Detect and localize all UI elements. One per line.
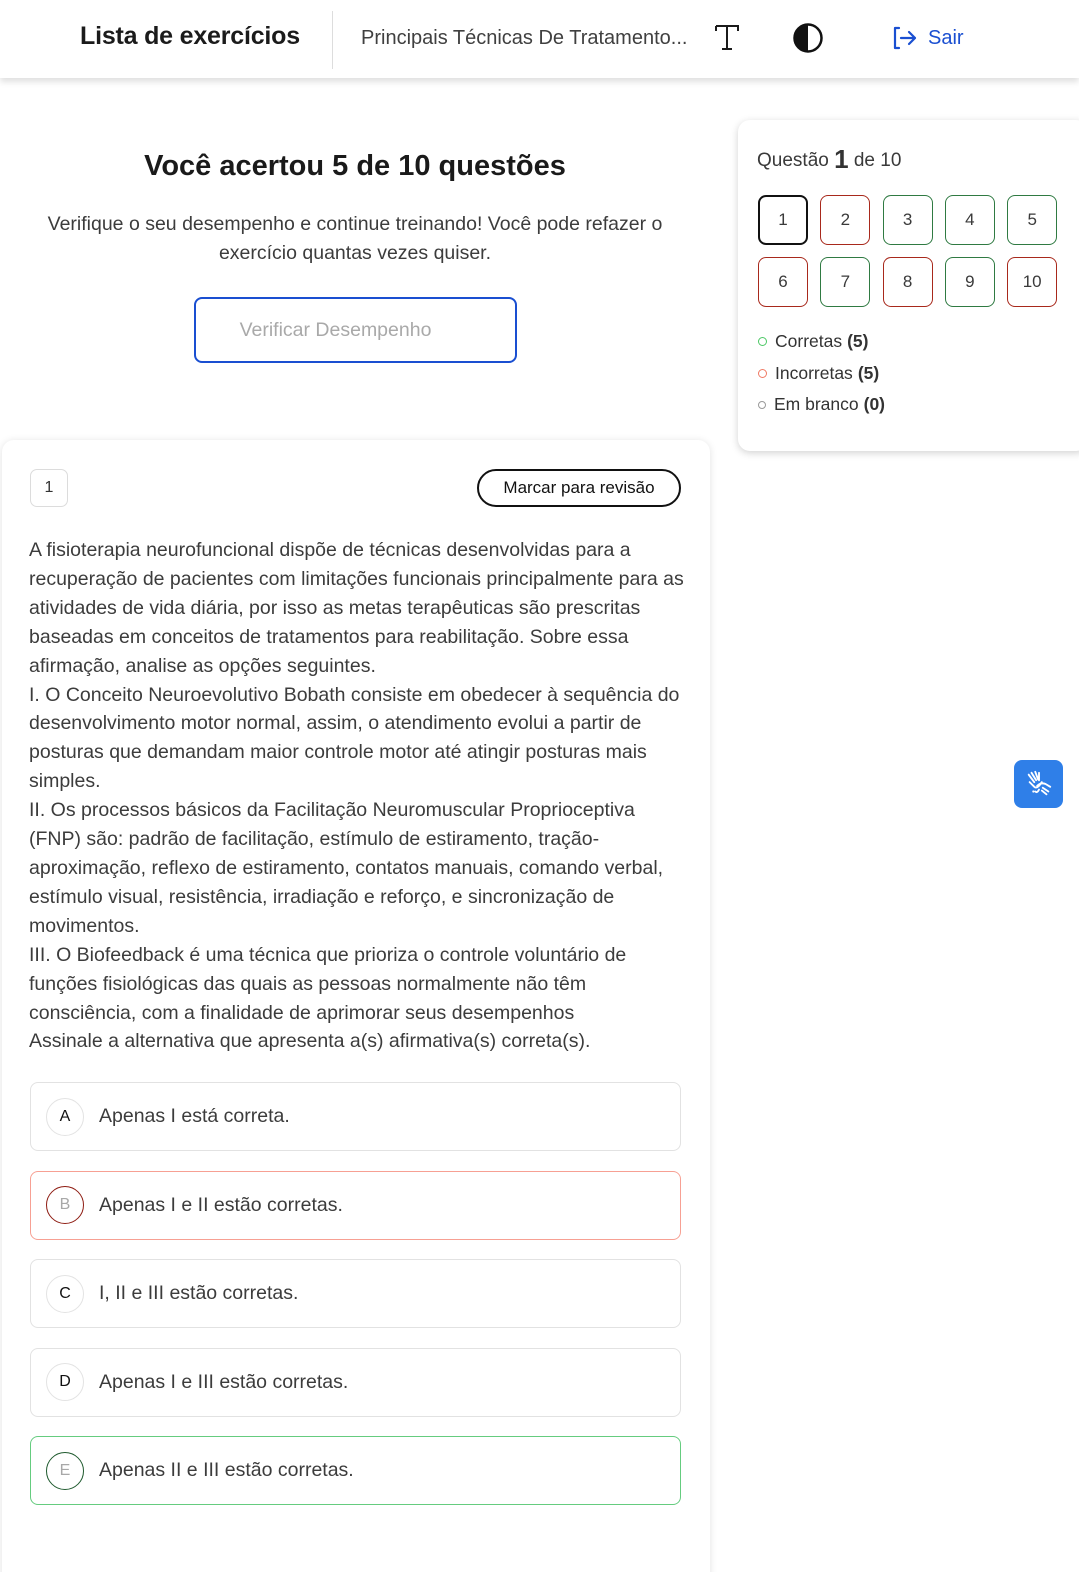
- legend-count: (5): [857, 362, 880, 383]
- statement-item-1: I. O Conceito Neuroevolutivo Bobath consiste em obedecer à sequência do desenvolvimento motor normal, assim, o atendimento evolui a partir de posturas que demandam maior controle motor até atingir posturas mais simples.: [29, 683, 680, 793]
- question-number-badge: 1: [30, 469, 68, 507]
- top-header: [0, 0, 1079, 78]
- legend-label: Corretas: [775, 331, 843, 352]
- option-a[interactable]: [30, 1082, 681, 1151]
- option-e[interactable]: [30, 1436, 681, 1505]
- logout-label: Sair: [928, 26, 964, 49]
- mark-for-review-button[interactable]: Marcar para revisão: [477, 469, 681, 507]
- option-text: Apenas I e III estão corretas.: [99, 1370, 349, 1393]
- page-title: Lista de exercícios: [80, 22, 300, 50]
- question-button-1[interactable]: 1: [758, 195, 808, 245]
- question-grid: [758, 195, 1057, 307]
- question-navigator: [738, 120, 1079, 451]
- question-button-7[interactable]: 7: [820, 257, 870, 307]
- option-d[interactable]: [30, 1348, 681, 1417]
- result-title: Você acertou 5 de 10 questões: [144, 150, 566, 182]
- option-letter: B: [46, 1186, 84, 1224]
- option-b[interactable]: [30, 1171, 681, 1240]
- logout-button[interactable]: [890, 24, 964, 52]
- option-letter: D: [46, 1363, 84, 1401]
- status-legend: [758, 326, 885, 421]
- question-card: [2, 440, 710, 1572]
- circle-icon: [758, 369, 767, 378]
- navigator-label-suffix: de 10: [853, 150, 902, 171]
- verify-performance-button[interactable]: Verificar Desempenho: [194, 297, 517, 363]
- result-description: Verifique o seu desempenho e continue treinando! Você pode refazer o exercício quantas vezes quiser.: [47, 213, 663, 264]
- header-divider: [332, 11, 333, 69]
- option-letter: C: [46, 1275, 84, 1313]
- legend-label: Incorretas: [775, 362, 853, 383]
- question-button-8[interactable]: 8: [883, 257, 933, 307]
- option-text: Apenas I está correta.: [99, 1105, 290, 1127]
- font-size-icon[interactable]: [712, 20, 742, 54]
- logout-icon: [890, 24, 918, 52]
- question-button-3[interactable]: 3: [883, 195, 933, 245]
- subject-title: Principais Técnicas De Tratamento...: [361, 27, 688, 49]
- question-button-6[interactable]: 6: [758, 257, 808, 307]
- legend-count: (0): [863, 394, 886, 415]
- question-button-9[interactable]: 9: [945, 257, 995, 307]
- circle-icon: [758, 401, 766, 409]
- question-button-4[interactable]: 4: [945, 195, 995, 245]
- current-question-number: 1: [834, 144, 849, 174]
- option-text: I, II e III estão corretas.: [99, 1282, 299, 1304]
- statement-item-2: II. Os processos básicos da Facilitação Neuromuscular Proprioceptiva (FNP) são: padrão de facilitação, estímulo de estiramento, tração-aproximação, reflexo de estiramento, contatos manuais, comando verbal, estímulo visual, resistência, irradiação e reforço, e sincronização de movimentos.: [29, 799, 664, 937]
- question-button-2[interactable]: 2: [820, 195, 870, 245]
- statement-instruction: Assinale a alternativa que apresenta a(s) afirmativa(s) correta(s).: [29, 1030, 591, 1053]
- answer-options: [30, 1082, 681, 1525]
- option-c[interactable]: [30, 1259, 681, 1328]
- option-text: Apenas I e II estão corretas.: [99, 1193, 343, 1216]
- question-button-10[interactable]: 10: [1007, 257, 1057, 307]
- circle-icon: [758, 337, 767, 346]
- legend-correct: [758, 326, 885, 358]
- option-letter: E: [46, 1452, 84, 1490]
- option-text: Apenas II e III estão corretas.: [99, 1459, 354, 1481]
- legend-blank: [758, 389, 885, 421]
- question-statement: [29, 536, 689, 1056]
- contrast-icon[interactable]: [792, 22, 824, 54]
- navigator-label-prefix: Questão: [757, 150, 829, 171]
- statement-item-3: III. O Biofeedback é uma técnica que prioriza o controle voluntário de funções fisiológicas das quais as pessoas normalmente não têm consciência, com a finalidade de aprimorar seus desempenhos: [29, 943, 627, 1024]
- option-letter: A: [46, 1098, 84, 1136]
- sign-language-icon: [1024, 769, 1054, 799]
- statement-intro: A fisioterapia neurofuncional dispõe de técnicas desenvolvidas para a recuperação de pacientes com limitações funcionais principalmente para as atividades de vida diária, por isso as metas terapêuticas são prescritas baseadas em conceitos de tratamentos para reabilitação. Sobre essa afirmação, analise as opções seguintes.: [29, 539, 684, 677]
- navigator-heading: [757, 144, 901, 175]
- legend-incorrect: [758, 358, 885, 390]
- legend-label: Em branco: [774, 394, 859, 415]
- question-button-5[interactable]: 5: [1007, 195, 1057, 245]
- legend-count: (5): [847, 331, 869, 352]
- sign-language-button[interactable]: [1014, 760, 1063, 808]
